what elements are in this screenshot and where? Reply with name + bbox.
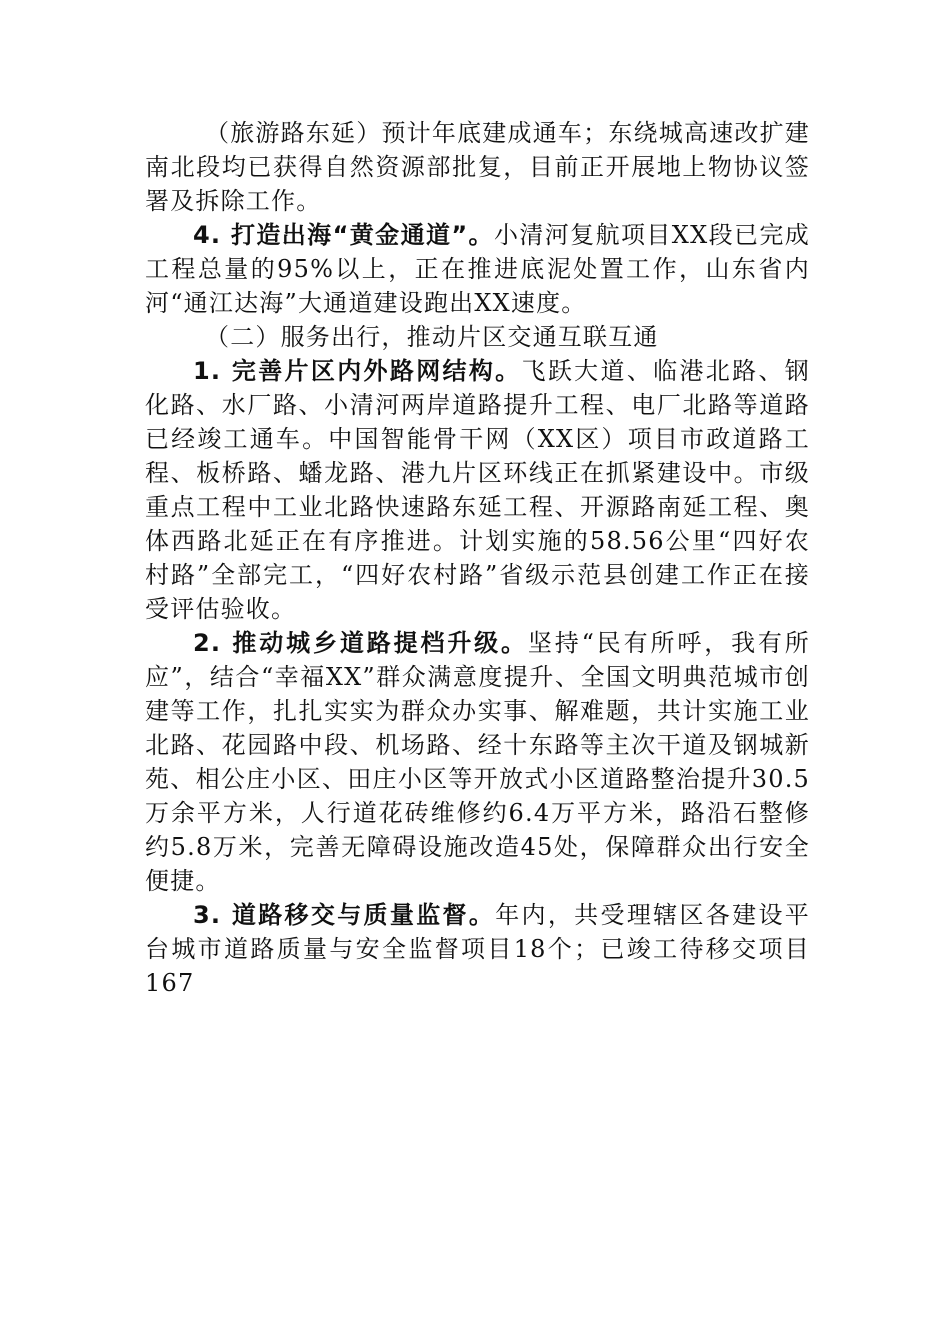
paragraph-lead: 1. 完善片区内外路网结构。 bbox=[193, 357, 522, 385]
section-heading-text: （二）服务出行，推动片区交通互联互通 bbox=[205, 323, 659, 351]
paragraph-text: 小清河复航项目XX段已完成工程总量的95%以上，正在推进底泥处置工作，山东省内河“通江达海”大通道建设跑出XX速度。 bbox=[145, 221, 810, 317]
paragraph-text: 坚持“民有所呼，我有所应”，结合“幸福XX”群众满意度提升、全国文明典范城市创建等工作，扎扎实实为群众办实事、解难题，共计实施工业北路、花园路中段、机场路、经十东路等主次干道及钢城新苑、相公庄小区、田庄小区等开放式小区道路整治提升30.5万余平方米，人行道花砖维修约6.4万平方米，路沿石整修约5.8万米，完善无障碍设施改造45处，保障群众出行安全便捷。 bbox=[145, 629, 810, 895]
paragraph-golden-channel bbox=[145, 218, 810, 320]
paragraph-lead: 4. 打造出海“黄金通道”。 bbox=[193, 221, 494, 249]
paragraph-quality-supervision bbox=[145, 898, 810, 1000]
paragraph-road-network bbox=[145, 354, 810, 626]
paragraph-lead: 2. 推动城乡道路提档升级。 bbox=[193, 629, 528, 657]
document-page bbox=[145, 116, 810, 1000]
paragraph-text: （旅游路东延）预计年底建成通车；东绕城高速改扩建南北段均已获得自然资源部批复，目前正开展地上物协议签署及拆除工作。 bbox=[145, 119, 810, 215]
paragraph-text: 年内，共受理辖区各建设平台城市道路质量与安全监督项目18个；已竣工待移交项目167 bbox=[145, 901, 810, 997]
section-heading bbox=[145, 320, 810, 354]
paragraph-lead: 3. 道路移交与质量监督。 bbox=[193, 901, 496, 929]
paragraph-text: 飞跃大道、临港北路、钢化路、水厂路、小清河两岸道路提升工程、电厂北路等道路已经竣工通车。中国智能骨干网（XX区）项目市政道路工程、板桥路、蟠龙路、港九片区环线正在抓紧建设中。市级重点工程中工业北路快速路东延工程、开源路南延工程、奥体西路北延正在有序推进。计划实施的58.56公里“四好农村路”全部完工，“四好农村路”省级示范县创建工作正在接受评估验收。 bbox=[145, 357, 810, 623]
paragraph-road-upgrade bbox=[145, 626, 810, 898]
paragraph-continuation bbox=[145, 116, 810, 218]
